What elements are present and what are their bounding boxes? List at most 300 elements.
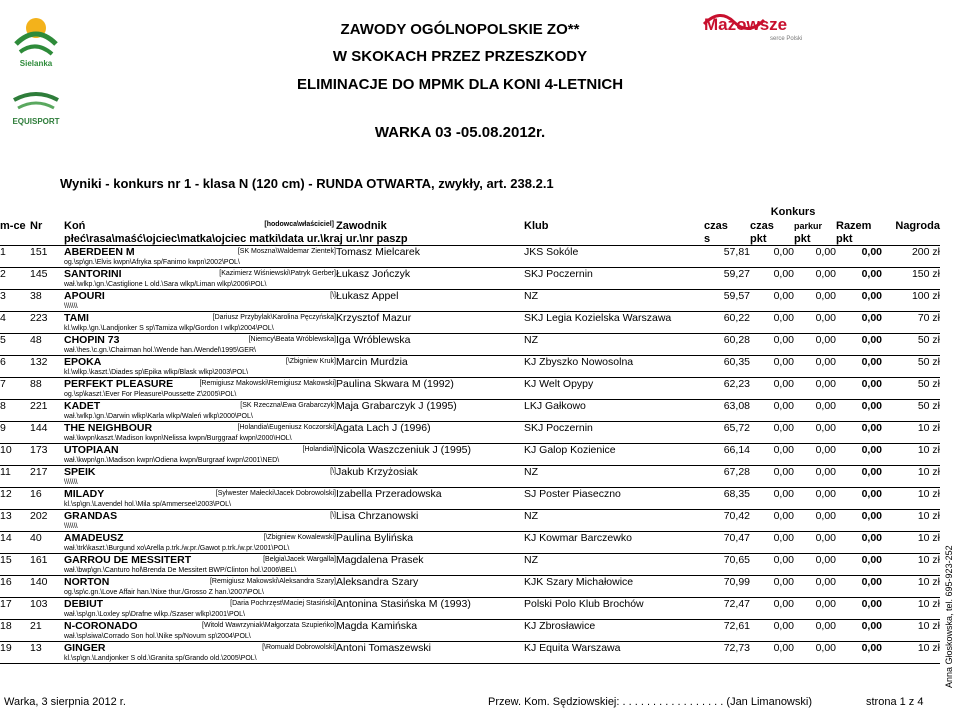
horse-details: wał.\sp\gn.\Loxley sp\Drafne wlkp./Szaser wlkp\2001\POL\	[64, 610, 704, 620]
horse-name: DEBIUT	[64, 598, 104, 610]
club: NZ	[524, 554, 538, 566]
table-row-details	[0, 588, 940, 598]
total-penalty: 0,00	[861, 422, 882, 434]
club: NZ	[524, 510, 538, 522]
horse-details: wał.\wlkp.\gn.\Castiglione L old.\Sara wlkp/Liman wlkp\2006\POL\	[64, 280, 704, 290]
time-penalty: 0,00	[773, 620, 794, 632]
course-penalty: 0,00	[815, 532, 836, 544]
course-penalty: 0,00	[815, 620, 836, 632]
rider: Paulina Bylińska	[336, 532, 414, 544]
time: 66,14	[723, 444, 750, 456]
time: 60,28	[723, 334, 750, 346]
table-row-details	[0, 302, 940, 312]
horse-details: og.\sp\kaszt.\Ever For Pleasure\Poussette Z\2005\POL\	[64, 390, 704, 400]
start-number: 145	[30, 268, 48, 280]
horse-details: wał.\wlkp.\gn.\Darwin wlkp\Karla wlkp/Waleń wlkp\2000\POL\	[64, 412, 704, 422]
start-number: 144	[30, 422, 48, 434]
horse-name: KADET	[64, 400, 101, 412]
time: 72,47	[723, 598, 750, 610]
club: KJK Szary Michałowice	[524, 576, 634, 588]
rider: Maja Grabarczyk J (1995)	[336, 400, 457, 412]
total-penalty: 0,00	[861, 378, 882, 390]
svg-text:EQUISPORT: EQUISPORT	[12, 117, 60, 126]
total-penalty: 0,00	[861, 642, 882, 654]
col-subline: płeć\rasa\maść\ojciec\matka\ojciec matki\data ur.\kraj ur.\nr paszp	[64, 233, 408, 245]
table-row-details	[0, 434, 940, 444]
horse-owner: [Holandia\]	[301, 444, 336, 456]
time: 57,81	[723, 246, 750, 258]
horse-cell	[64, 356, 336, 369]
table-row	[0, 510, 940, 523]
club: KJ Kowmar Barczewko	[524, 532, 632, 544]
table-row-details	[0, 346, 940, 356]
total-penalty: 0,00	[861, 268, 882, 280]
place: 15	[0, 554, 12, 566]
time: 62,23	[723, 378, 750, 390]
place: 18	[0, 620, 12, 632]
horse-cell	[64, 290, 336, 303]
time-penalty: 0,00	[773, 444, 794, 456]
start-number: 16	[30, 488, 42, 500]
rider: Aleksandra Szary	[336, 576, 419, 588]
time: 59,57	[723, 290, 750, 302]
start-number: 161	[30, 554, 48, 566]
horse-cell	[64, 422, 336, 435]
horse-name: N-CORONADO	[64, 620, 138, 632]
horse-details: wał.\kwpn\gn.\Madison kwpn\Odiena kwpn/Burgraaf kwpn\2001\NED\	[64, 456, 704, 466]
place: 2	[0, 268, 6, 280]
time: 67,28	[723, 466, 750, 478]
club: JKS Sokóle	[524, 246, 579, 258]
horse-owner: [\Zbigniew Kruk]	[284, 356, 336, 368]
footer-signature: Przew. Kom. Sędziowskiej: . . . . . . . . . . . . . . . . . (Jan Limanowski)	[488, 696, 812, 708]
horse-cell	[64, 400, 336, 413]
place: 9	[0, 422, 6, 434]
course-penalty: 0,00	[815, 422, 836, 434]
horse-details: \\\\\\\	[64, 522, 704, 532]
time-penalty: 0,00	[773, 510, 794, 522]
horse-details: wał.\kwpn\kaszt.\Madison kwpn\Nelissa kwpn/Burggraaf kwpn\2000\HOL\	[64, 434, 704, 444]
horse-details: wał.\bwp\gn.\Canturo hol\Brenda De Messitert BWP/Clinton hol.\2006\BEL\	[64, 566, 704, 576]
course-penalty: 0,00	[815, 510, 836, 522]
horse-name: APOURI	[64, 290, 105, 302]
horse-name: GINGER	[64, 642, 106, 654]
prize: 10 zł	[917, 598, 940, 610]
rider: Łukasz Jończyk	[336, 268, 411, 280]
horse-name: GARROU DE MESSITERT	[64, 554, 192, 566]
start-number: 140	[30, 576, 48, 588]
col-s: s	[704, 233, 711, 245]
time-penalty: 0,00	[773, 532, 794, 544]
course-penalty: 0,00	[815, 268, 836, 280]
horse-owner: [\Zbigniew Kowalewski]	[262, 532, 336, 544]
time-penalty: 0,00	[773, 356, 794, 368]
table-row	[0, 554, 940, 567]
place: 19	[0, 642, 12, 654]
horse-owner: [\Romuald Dobrowolski]	[260, 642, 336, 654]
horse-owner: [Remigiusz Makowski\Remigiusz Makowski]	[197, 378, 336, 390]
time-penalty: 0,00	[773, 400, 794, 412]
col-czas: czas	[704, 220, 728, 232]
prize: 10 zł	[917, 510, 940, 522]
horse-cell	[64, 444, 336, 457]
time: 60,35	[723, 356, 750, 368]
table-row	[0, 378, 940, 391]
total-penalty: 0,00	[861, 532, 882, 544]
table-row	[0, 290, 940, 303]
place: 3	[0, 290, 6, 302]
rider: Lisa Chrzanowski	[336, 510, 419, 522]
rider: Magda Kamińska	[336, 620, 418, 632]
horse-cell	[64, 488, 336, 501]
total-penalty: 0,00	[861, 290, 882, 302]
course-penalty: 0,00	[815, 290, 836, 302]
course-penalty: 0,00	[815, 598, 836, 610]
col-czas2: czas	[750, 220, 774, 232]
horse-details: kl.\sp\gn.\Landjonker S old.\Granita sp/Grando old.\2005\POL\	[64, 654, 704, 664]
club: SKJ Poczernin	[524, 422, 593, 434]
club: KJ Zbrosławice	[524, 620, 596, 632]
sielanka-logo	[6, 4, 66, 134]
horse-owner: [\]	[328, 290, 336, 302]
time: 72,73	[723, 642, 750, 654]
time-penalty: 0,00	[773, 246, 794, 258]
club: KJ Zbyszko Nowosolna	[524, 356, 634, 368]
horse-cell	[64, 554, 336, 567]
place: 7	[0, 378, 6, 390]
footer-page: strona 1 z 4	[866, 696, 924, 708]
horse-cell	[64, 312, 336, 325]
start-number: 221	[30, 400, 48, 412]
total-penalty: 0,00	[861, 510, 882, 522]
place: 6	[0, 356, 6, 368]
start-number: 151	[30, 246, 48, 258]
prize: 50 zł	[917, 334, 940, 346]
place: 8	[0, 400, 6, 412]
club: KJ Welt Opypy	[524, 378, 594, 390]
table-row	[0, 422, 940, 435]
rider: Antoni Tomaszewski	[336, 642, 431, 654]
time: 70,65	[723, 554, 750, 566]
prize: 10 zł	[917, 576, 940, 588]
club: NZ	[524, 466, 538, 478]
time-penalty: 0,00	[773, 268, 794, 280]
total-penalty: 0,00	[861, 488, 882, 500]
rider: Agata Lach J (1996)	[336, 422, 431, 434]
time: 60,22	[723, 312, 750, 324]
time-penalty: 0,00	[773, 334, 794, 346]
col-pkt2: pkt	[794, 233, 811, 245]
table-row-details	[0, 258, 940, 268]
table-row-details	[0, 390, 940, 400]
course-penalty: 0,00	[815, 444, 836, 456]
table-row	[0, 576, 940, 589]
horse-owner: [\]	[328, 466, 336, 478]
time: 70,42	[723, 510, 750, 522]
course-penalty: 0,00	[815, 642, 836, 654]
horse-details: wał.\hes.\c.gn.\Chairman hol.\Wende han./Wendel\1995\GER\	[64, 346, 704, 356]
total-penalty: 0,00	[861, 356, 882, 368]
table-row-details	[0, 632, 940, 642]
start-number: 132	[30, 356, 48, 368]
prize: 10 zł	[917, 620, 940, 632]
horse-details: wał.\sp\siwa\Corrado Son hol.\Nike sp/Novum sp\2004\POL\	[64, 632, 704, 642]
col-kon: Koń [hodowca\właściciel]	[64, 220, 334, 232]
club: KJ Galop Kozienice	[524, 444, 616, 456]
table-row-details	[0, 280, 940, 290]
rider: Marcin Murdzia	[336, 356, 408, 368]
start-number: 88	[30, 378, 42, 390]
rider: Jakub Krzyżosiak	[336, 466, 418, 478]
course-penalty: 0,00	[815, 466, 836, 478]
horse-cell	[64, 334, 336, 347]
col-nagroda: Nagroda	[895, 220, 940, 232]
horse-owner: [Remigiusz Makowski\Aleksandra Szary]	[208, 576, 336, 588]
course-penalty: 0,00	[815, 488, 836, 500]
table-row	[0, 532, 940, 545]
course-penalty: 0,00	[815, 356, 836, 368]
total-penalty: 0,00	[861, 576, 882, 588]
start-number: 202	[30, 510, 48, 522]
time-penalty: 0,00	[773, 378, 794, 390]
start-number: 223	[30, 312, 48, 324]
table-row-details	[0, 478, 940, 488]
col-nr: Nr	[30, 220, 43, 232]
horse-owner: [Daria Pochrzęst\Maciej Stasiński]	[228, 598, 336, 610]
col-mce: m-ce	[0, 220, 26, 232]
club: SJ Poster Piaseczno	[524, 488, 621, 500]
place: 17	[0, 598, 12, 610]
prize: 10 zł	[917, 466, 940, 478]
total-penalty: 0,00	[861, 400, 882, 412]
horse-details: \\\\\\\	[64, 302, 704, 312]
time-penalty: 0,00	[773, 312, 794, 324]
rider: Nicola Waszczeniuk J (1995)	[336, 444, 471, 456]
konkurs-header: Konkurs	[770, 205, 816, 218]
horse-name: MILADY	[64, 488, 105, 500]
rider: Magdalena Prasek	[336, 554, 424, 566]
time: 72,61	[723, 620, 750, 632]
total-penalty: 0,00	[861, 598, 882, 610]
total-penalty: 0,00	[861, 466, 882, 478]
horse-details: kl.\sp\gn.\Lavendel hol.\Mila sp/Ammersee\2003\POL\	[64, 500, 704, 510]
horse-owner: [Belgia\Jacek Wargalla]	[261, 554, 336, 566]
results-title: Wyniki - konkurs nr 1 - klasa N (120 cm) - RUNDA OTWARTA, zwykły, art. 238.2.1	[60, 176, 554, 191]
horse-details: og.\sp\gn.\Elvis kwpn\Afryka sp/Fanimo kwpn\2002\POL\	[64, 258, 704, 268]
horse-details: kl.\wlkp.\kaszt.\Diades sp\Epika wlkp/Blask wlkp\2003\POL\	[64, 368, 704, 378]
prize: 10 zł	[917, 554, 940, 566]
horse-owner: [SK Moszna\Waldemar Zientek]	[236, 246, 336, 258]
horse-name: NORTON	[64, 576, 110, 588]
table-row	[0, 598, 940, 611]
horse-name: GRANDAS	[64, 510, 118, 522]
prize: 70 zł	[917, 312, 940, 324]
start-number: 173	[30, 444, 48, 456]
horse-cell	[64, 532, 336, 545]
event-venue: WARKA 03 -05.08.2012r.	[374, 124, 546, 141]
time-penalty: 0,00	[773, 290, 794, 302]
table-row-details	[0, 544, 940, 554]
course-penalty: 0,00	[815, 312, 836, 324]
rider: Antonina Stasińska M (1993)	[336, 598, 471, 610]
col-zawodnik: Zawodnik	[336, 220, 387, 232]
prize: 10 zł	[917, 642, 940, 654]
horse-name: SANTORINI	[64, 268, 122, 280]
col-pkt1: pkt	[750, 233, 767, 245]
course-penalty: 0,00	[815, 576, 836, 588]
start-number: 103	[30, 598, 48, 610]
time-penalty: 0,00	[773, 576, 794, 588]
prize: 50 zł	[917, 356, 940, 368]
col-pkt3: pkt	[836, 233, 853, 245]
rider: Krzysztof Mazur	[336, 312, 412, 324]
table-row-details	[0, 566, 940, 576]
horse-details: kl.\wlkp.\gn.\Landjonker S sp\Tamiza wlkp/Gordon I wlkp\2004\POL\	[64, 324, 704, 334]
table-row	[0, 356, 940, 369]
table-row-details	[0, 412, 940, 422]
start-number: 217	[30, 466, 48, 478]
start-number: 48	[30, 334, 42, 346]
club: LKJ Gałkowo	[524, 400, 586, 412]
horse-cell	[64, 510, 336, 523]
rider: Izabella Przeradowska	[336, 488, 442, 500]
table-row	[0, 642, 940, 655]
place: 16	[0, 576, 12, 588]
time: 70,47	[723, 532, 750, 544]
event-title-line2: W SKOKACH PRZEZ PRZESZKODY	[332, 48, 588, 65]
horse-owner: [Sylwester Małecki\Jacek Dobrowolski]	[214, 488, 336, 500]
horse-details: wał.\trk\kaszt.\Burgund xo\Arella p.trk./w.pr./Gawot p.trk./w.pr.\2001\POL\	[64, 544, 704, 554]
horse-name: PERFEKT PLEASURE	[64, 378, 174, 390]
table-row-details	[0, 522, 940, 532]
place: 14	[0, 532, 12, 544]
place: 4	[0, 312, 6, 324]
table-row-details	[0, 324, 940, 334]
time: 63,08	[723, 400, 750, 412]
prize: 100 zł	[911, 290, 940, 302]
horse-cell	[64, 246, 336, 259]
svg-text:Sielanka: Sielanka	[19, 59, 53, 68]
club: Polski Polo Klub Brochów	[524, 598, 644, 610]
time-penalty: 0,00	[773, 598, 794, 610]
start-number: 40	[30, 532, 42, 544]
vertical-credit: Anna Głoskowska, tel. 695-923-252	[944, 545, 954, 688]
time: 65,72	[723, 422, 750, 434]
start-number: 13	[30, 642, 42, 654]
total-penalty: 0,00	[861, 246, 882, 258]
table-row	[0, 312, 940, 325]
club: KJ Equita Warszawa	[524, 642, 621, 654]
prize: 10 zł	[917, 488, 940, 500]
course-penalty: 0,00	[815, 246, 836, 258]
horse-cell	[64, 378, 336, 391]
prize: 150 zł	[911, 268, 940, 280]
time-penalty: 0,00	[773, 554, 794, 566]
time: 59,27	[723, 268, 750, 280]
results-table	[0, 204, 940, 664]
horse-name: AMADEUSZ	[64, 532, 124, 544]
prize: 50 zł	[917, 400, 940, 412]
event-title-line3: ELIMINACJE DO MPMK DLA KONI 4-LETNICH	[296, 76, 624, 93]
table-row	[0, 400, 940, 413]
table-row-details	[0, 610, 940, 620]
rider: Paulina Skwara M (1992)	[336, 378, 454, 390]
event-title-line1: ZAWODY OGÓLNOPOLSKIE ZO**	[340, 21, 580, 38]
horse-cell	[64, 642, 336, 655]
start-number: 38	[30, 290, 42, 302]
horse-name: ABERDEEN M	[64, 246, 135, 258]
rider: Łukasz Appel	[336, 290, 399, 302]
horse-name: SPEIK	[64, 466, 96, 478]
table-row	[0, 268, 940, 281]
horse-owner: [\]	[328, 510, 336, 522]
total-penalty: 0,00	[861, 444, 882, 456]
horse-owner: [SK Rzeczna\Ewa Grabarczyk]	[238, 400, 336, 412]
footer-date: Warka, 3 sierpnia 2012 r.	[4, 696, 126, 708]
place: 11	[0, 466, 11, 478]
course-penalty: 0,00	[815, 554, 836, 566]
horse-name: TAMI	[64, 312, 89, 324]
prize: 10 zł	[917, 422, 940, 434]
course-penalty: 0,00	[815, 334, 836, 346]
prize: 50 zł	[917, 378, 940, 390]
table-row-details	[0, 654, 940, 664]
horse-cell	[64, 620, 336, 633]
table-row	[0, 246, 940, 259]
time-penalty: 0,00	[773, 642, 794, 654]
horse-owner: [Witold Wawrzyniak\Małgorzata Szupieńko]	[200, 620, 336, 632]
table-row	[0, 620, 940, 633]
table-row-details	[0, 368, 940, 378]
place: 12	[0, 488, 12, 500]
time-penalty: 0,00	[773, 422, 794, 434]
rider: Iga Wróblewska	[336, 334, 411, 346]
table-row-details	[0, 456, 940, 466]
horse-cell	[64, 466, 336, 479]
prize: 10 zł	[917, 532, 940, 544]
horse-cell	[64, 576, 336, 589]
time-penalty: 0,00	[773, 488, 794, 500]
horse-name: EPOKA	[64, 356, 102, 368]
table-row-details	[0, 500, 940, 510]
horse-owner: [Holandia\Eugeniusz Koczorski]	[236, 422, 336, 434]
prize: 10 zł	[917, 444, 940, 456]
col-klub: Klub	[524, 220, 549, 232]
svg-text:Mazowsze: Mazowsze	[704, 15, 788, 34]
horse-details: og.\sp\c.gn.\Love Affair han.\Nixe thur./Grosso Z han.\2007\POL\	[64, 588, 704, 598]
horse-name: THE NEIGHBOUR	[64, 422, 153, 434]
club: SKJ Legia Kozielska Warszawa	[524, 312, 672, 324]
table-row	[0, 488, 940, 501]
horse-name: UTOPIAAN	[64, 444, 119, 456]
time: 68,35	[723, 488, 750, 500]
place: 10	[0, 444, 12, 456]
total-penalty: 0,00	[861, 312, 882, 324]
total-penalty: 0,00	[861, 620, 882, 632]
course-penalty: 0,00	[815, 400, 836, 412]
svg-text:serce Polski: serce Polski	[770, 36, 803, 42]
club: NZ	[524, 290, 538, 302]
horse-owner: [Kazimierz Wiśniewski\Patryk Gerber]	[217, 268, 336, 280]
place: 5	[0, 334, 6, 346]
club: SKJ Poczernin	[524, 268, 593, 280]
time: 70,99	[723, 576, 750, 588]
horse-details: \\\\\\\	[64, 478, 704, 488]
table-row	[0, 334, 940, 347]
horse-cell	[64, 268, 336, 281]
course-penalty: 0,00	[815, 378, 836, 390]
place: 13	[0, 510, 12, 522]
